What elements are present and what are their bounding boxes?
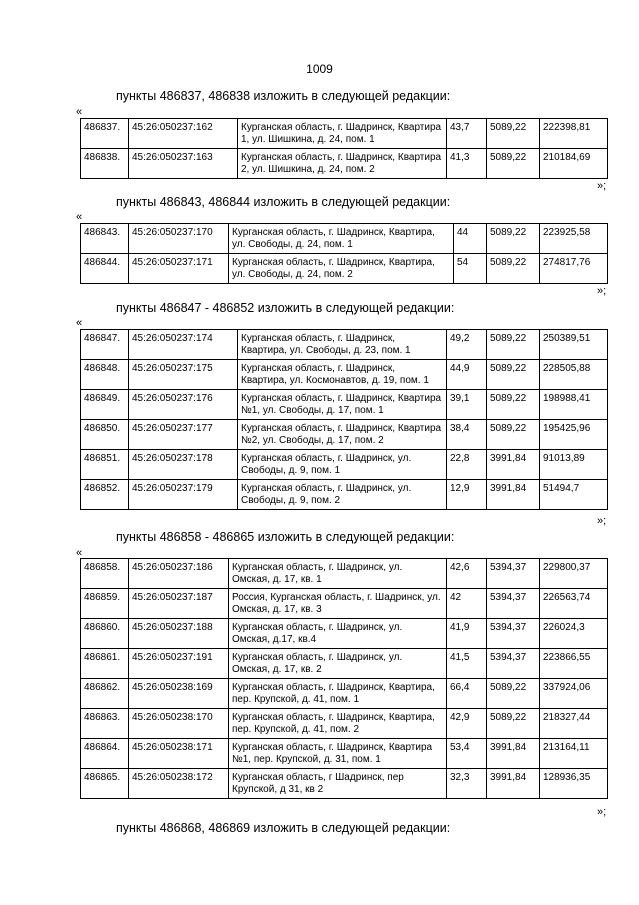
cell-value: 226024,3 bbox=[540, 619, 608, 649]
cell-value: 51494,7 bbox=[540, 480, 608, 510]
table-row bbox=[81, 679, 608, 709]
cell-value: 229800,37 bbox=[540, 559, 608, 589]
cell-cadastral: 45:26:050237:170 bbox=[129, 224, 229, 254]
cell-value: 250389,51 bbox=[540, 330, 608, 360]
cell-area: 49,2 bbox=[447, 330, 487, 360]
cell-rate: 5394,37 bbox=[487, 619, 540, 649]
page-number: 1009 bbox=[306, 62, 333, 76]
cell-value: 337924,06 bbox=[540, 679, 608, 709]
cell-number: 486862. bbox=[81, 679, 129, 709]
cell-number: 486837. bbox=[81, 119, 129, 149]
cell-area: 12,9 bbox=[447, 480, 487, 510]
table-row bbox=[81, 480, 608, 510]
cell-address: Курганская область, г. Шадринск, Квартира 1, ул. Шишкина, д. 24, пом. 1 bbox=[238, 119, 447, 149]
section-heading: пункты 486868, 486869 изложить в следующей редакции: bbox=[116, 821, 451, 835]
cell-rate: 5394,37 bbox=[487, 589, 540, 619]
cell-rate: 5089,22 bbox=[487, 224, 540, 254]
cell-address: Курганская область, г. Шадринск, Квартира №2, ул. Свободы, д. 17, пом. 2 bbox=[238, 420, 447, 450]
cell-area: 42,9 bbox=[447, 709, 487, 739]
cell-address: Курганская область, г Шадринск, пер Крупской, д 31, кв 2 bbox=[229, 769, 447, 799]
cell-cadastral: 45:26:050237:188 bbox=[129, 619, 229, 649]
cell-rate: 3991,84 bbox=[487, 769, 540, 799]
table-row bbox=[81, 360, 608, 390]
close-quote: »; bbox=[597, 515, 607, 527]
table-row bbox=[81, 709, 608, 739]
cell-area: 42,6 bbox=[447, 559, 487, 589]
cell-value: 223925,58 bbox=[540, 224, 608, 254]
cell-area: 66,4 bbox=[447, 679, 487, 709]
cell-value: 91013,89 bbox=[540, 450, 608, 480]
cell-rate: 5089,22 bbox=[487, 420, 540, 450]
section-heading: пункты 486858 - 486865 изложить в следующей редакции: bbox=[116, 530, 455, 544]
cell-value: 226563,74 bbox=[540, 589, 608, 619]
cell-area: 22,8 bbox=[447, 450, 487, 480]
cell-address: Курганская область, г. Шадринск, ул. Свободы, д. 9, пом. 2 bbox=[238, 480, 447, 510]
cell-cadastral: 45:26:050237:187 bbox=[129, 589, 229, 619]
close-quote: »; bbox=[597, 806, 607, 818]
cell-cadastral: 45:26:050237:177 bbox=[129, 420, 238, 450]
cell-address: Курганская область, г. Шадринск, ул. Омская, д. 17, кв. 2 bbox=[229, 649, 447, 679]
cell-area: 41,5 bbox=[447, 649, 487, 679]
cell-rate: 3991,84 bbox=[487, 450, 540, 480]
cell-area: 53,4 bbox=[447, 739, 487, 769]
close-quote: »; bbox=[597, 285, 607, 297]
cell-cadastral: 45:26:050238:171 bbox=[129, 739, 229, 769]
cell-rate: 5089,22 bbox=[487, 119, 540, 149]
cell-area: 41,3 bbox=[447, 149, 487, 179]
cell-rate: 3991,84 bbox=[487, 480, 540, 510]
cell-value: 128936,35 bbox=[540, 769, 608, 799]
cell-number: 486838. bbox=[81, 149, 129, 179]
cell-address: Курганская область, г. Шадринск, Квартира, ул. Космонавтов, д. 19, пом. 1 bbox=[238, 360, 447, 390]
data-table bbox=[80, 329, 608, 510]
cell-number: 486861. bbox=[81, 649, 129, 679]
cell-number: 486860. bbox=[81, 619, 129, 649]
cell-cadastral: 45:26:050237:162 bbox=[129, 119, 238, 149]
table-row bbox=[81, 224, 608, 254]
cell-rate: 5089,22 bbox=[487, 390, 540, 420]
cell-number: 486863. bbox=[81, 709, 129, 739]
cell-number: 486858. bbox=[81, 559, 129, 589]
table-row bbox=[81, 390, 608, 420]
cell-rate: 5089,22 bbox=[487, 709, 540, 739]
table-row bbox=[81, 330, 608, 360]
cell-cadastral: 45:26:050237:191 bbox=[129, 649, 229, 679]
cell-rate: 3991,84 bbox=[487, 739, 540, 769]
cell-area: 38,4 bbox=[447, 420, 487, 450]
cell-cadastral: 45:26:050238:170 bbox=[129, 709, 229, 739]
table-row bbox=[81, 559, 608, 589]
open-quote: « bbox=[76, 317, 83, 329]
cell-rate: 5089,22 bbox=[487, 679, 540, 709]
open-quote: « bbox=[76, 211, 83, 223]
cell-cadastral: 45:26:050237:171 bbox=[129, 254, 229, 284]
cell-value: 228505,88 bbox=[540, 360, 608, 390]
table-row bbox=[81, 254, 608, 284]
data-table bbox=[80, 118, 608, 179]
table-row bbox=[81, 119, 608, 149]
table-row bbox=[81, 589, 608, 619]
cell-number: 486864. bbox=[81, 739, 129, 769]
cell-address: Курганская область, г. Шадринск, ул. Омская, д.17, кв.4 bbox=[229, 619, 447, 649]
cell-rate: 5089,22 bbox=[487, 360, 540, 390]
cell-address: Курганская область, г. Шадринск, Квартира №1, ул. Свободы, д. 17, пом. 1 bbox=[238, 390, 447, 420]
cell-number: 486849. bbox=[81, 390, 129, 420]
cell-address: Курганская область, г. Шадринск, Квартира, ул. Свободы, д. 24, пом. 1 bbox=[229, 224, 454, 254]
table-row bbox=[81, 420, 608, 450]
cell-area: 44 bbox=[454, 224, 487, 254]
cell-number: 486852. bbox=[81, 480, 129, 510]
cell-cadastral: 45:26:050237:176 bbox=[129, 390, 238, 420]
cell-cadastral: 45:26:050238:172 bbox=[129, 769, 229, 799]
cell-cadastral: 45:26:050238:169 bbox=[129, 679, 229, 709]
cell-cadastral: 45:26:050237:174 bbox=[129, 330, 238, 360]
cell-rate: 5394,37 bbox=[487, 559, 540, 589]
cell-area: 32,3 bbox=[447, 769, 487, 799]
cell-cadastral: 45:26:050237:175 bbox=[129, 360, 238, 390]
cell-number: 486859. bbox=[81, 589, 129, 619]
cell-cadastral: 45:26:050237:186 bbox=[129, 559, 229, 589]
data-table bbox=[80, 558, 608, 799]
cell-number: 486843. bbox=[81, 224, 129, 254]
table-row bbox=[81, 149, 608, 179]
cell-number: 486848. bbox=[81, 360, 129, 390]
cell-address: Курганская область, г. Шадринск, ул. Свободы, д. 9, пом. 1 bbox=[238, 450, 447, 480]
cell-address: Курганская область, г. Шадринск, Квартира, пер. Крупской, д. 41, пом. 1 bbox=[229, 679, 447, 709]
cell-number: 486847. bbox=[81, 330, 129, 360]
cell-area: 44,9 bbox=[447, 360, 487, 390]
cell-value: 198988,41 bbox=[540, 390, 608, 420]
cell-value: 213164,11 bbox=[540, 739, 608, 769]
cell-value: 218327,44 bbox=[540, 709, 608, 739]
cell-address: Россия, Курганская область, г. Шадринск, ул. Омская, д. 17, кв. 3 bbox=[229, 589, 447, 619]
cell-rate: 5089,22 bbox=[487, 149, 540, 179]
section-heading: пункты 486843, 486844 изложить в следующей редакции: bbox=[116, 195, 451, 209]
section-heading: пункты 486837, 486838 изложить в следующей редакции: bbox=[116, 89, 451, 103]
cell-value: 210184,69 bbox=[540, 149, 608, 179]
cell-rate: 5089,22 bbox=[487, 330, 540, 360]
cell-cadastral: 45:26:050237:178 bbox=[129, 450, 238, 480]
data-table bbox=[80, 223, 608, 284]
cell-value: 195425,96 bbox=[540, 420, 608, 450]
open-quote: « bbox=[76, 106, 83, 118]
cell-address: Курганская область, г. Шадринск, Квартира 2, ул. Шишкина, д. 24, пом. 2 bbox=[238, 149, 447, 179]
cell-address: Курганская область, г. Шадринск, Квартира №1, пер. Крупской, д. 31, пом. 1 bbox=[229, 739, 447, 769]
cell-value: 222398,81 bbox=[540, 119, 608, 149]
close-quote: »; bbox=[597, 180, 607, 192]
table-row bbox=[81, 450, 608, 480]
cell-number: 486844. bbox=[81, 254, 129, 284]
table-row bbox=[81, 649, 608, 679]
cell-address: Курганская область, г. Шадринск, Квартира, пер. Крупской, д. 41, пом. 2 bbox=[229, 709, 447, 739]
cell-area: 41,9 bbox=[447, 619, 487, 649]
cell-value: 223866,55 bbox=[540, 649, 608, 679]
cell-address: Курганская область, г. Шадринск, ул. Омская, д. 17, кв. 1 bbox=[229, 559, 447, 589]
cell-rate: 5089,22 bbox=[487, 254, 540, 284]
cell-address: Курганская область, г. Шадринск, Квартира, ул. Свободы, д. 24, пом. 2 bbox=[229, 254, 454, 284]
cell-rate: 5394,37 bbox=[487, 649, 540, 679]
cell-value: 274817,76 bbox=[540, 254, 608, 284]
cell-area: 42 bbox=[447, 589, 487, 619]
cell-cadastral: 45:26:050237:163 bbox=[129, 149, 238, 179]
open-quote: « bbox=[76, 547, 83, 559]
table-row bbox=[81, 739, 608, 769]
cell-area: 39,1 bbox=[447, 390, 487, 420]
cell-number: 486865. bbox=[81, 769, 129, 799]
table-row bbox=[81, 769, 608, 799]
section-heading: пункты 486847 - 486852 изложить в следующей редакции: bbox=[116, 301, 455, 315]
cell-cadastral: 45:26:050237:179 bbox=[129, 480, 238, 510]
cell-number: 486851. bbox=[81, 450, 129, 480]
table-row bbox=[81, 619, 608, 649]
cell-area: 43,7 bbox=[447, 119, 487, 149]
cell-area: 54 bbox=[454, 254, 487, 284]
cell-number: 486850. bbox=[81, 420, 129, 450]
cell-address: Курганская область, г. Шадринск, Квартира, ул. Свободы, д. 23, пом. 1 bbox=[238, 330, 447, 360]
